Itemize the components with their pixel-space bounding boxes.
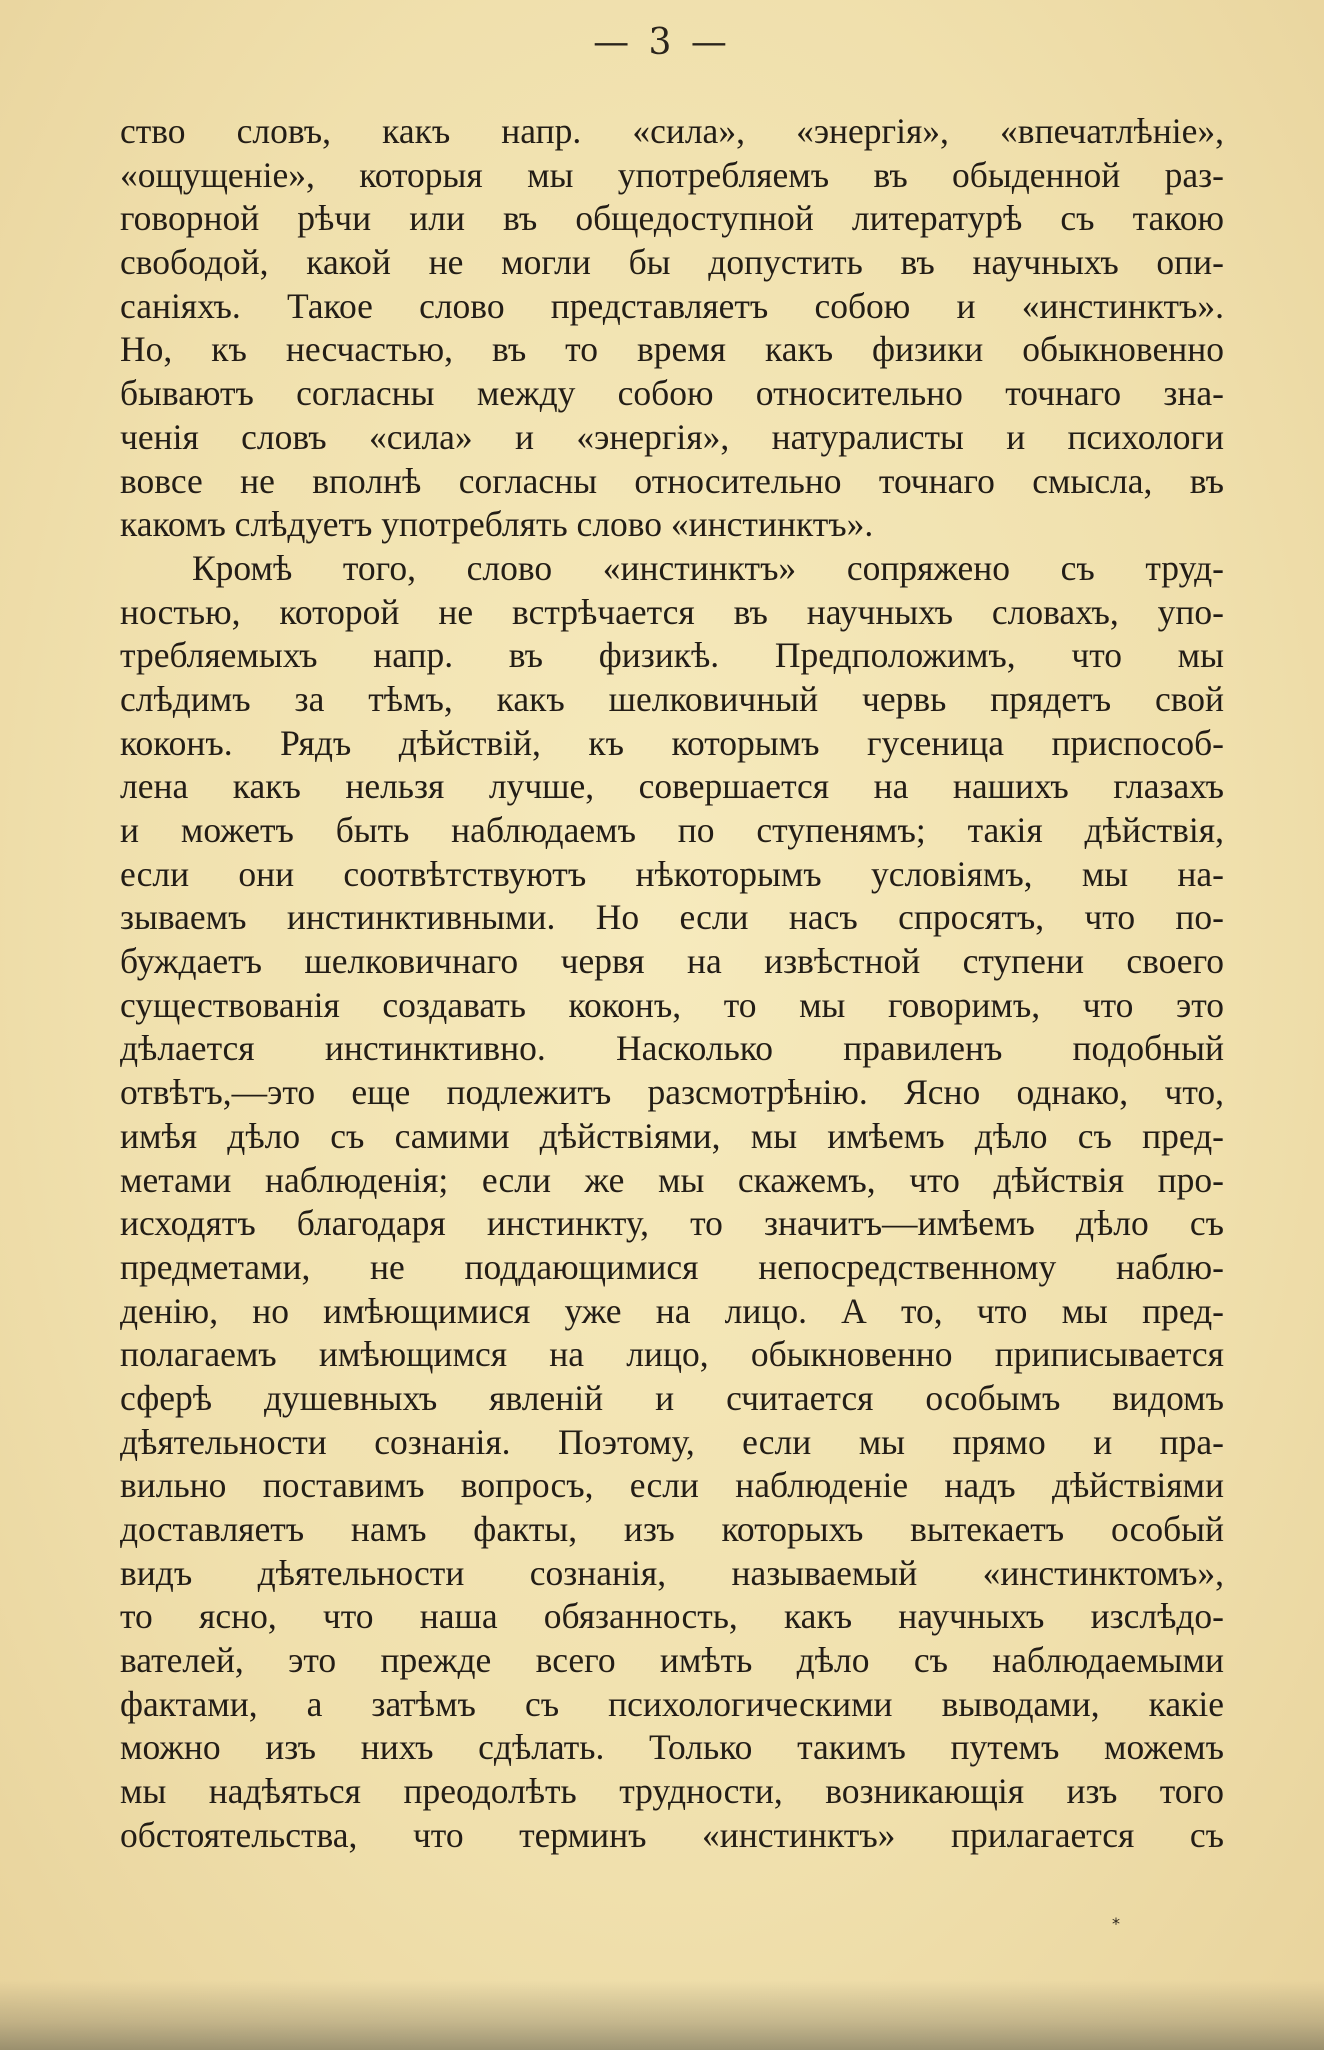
text-line: полагаемъ имѣющимся на лицо, обыкновенно приписывается — [120, 1334, 1224, 1375]
page-edge-shadow — [0, 1980, 1324, 2050]
signature-mark: * — [1112, 1914, 1120, 1933]
text-line: коконъ. Рядъ дѣйствій, къ которымъ гусеница приспособ- — [120, 722, 1224, 763]
text-line: существованія создавать коконъ, то мы говоримъ, что это — [120, 984, 1224, 1025]
text-line: говорной рѣчи или въ общедоступной литературѣ съ такою — [120, 198, 1224, 239]
text-line: буждаетъ шелковичнаго червя на извѣстной ступени своего — [120, 941, 1224, 982]
text-line: саніяхъ. Такое слово представляетъ собою и «инстинктъ». — [120, 285, 1224, 326]
text-line: лена какъ нельзя лучше, совершается на нашихъ глазахъ — [120, 766, 1224, 807]
paragraph-start-line: Кромѣ того, слово «инстинктъ» сопряжено съ труд- — [192, 547, 1224, 588]
text-line: отвѣтъ,—это еще подлежитъ разсмотрѣнію. Ясно однако, что, — [120, 1072, 1224, 1113]
text-line: требляемыхъ напр. въ физикѣ. Предположимъ, что мы — [120, 635, 1224, 676]
text-line: ностью, которой не встрѣчается въ научныхъ словахъ, упо- — [120, 591, 1224, 632]
text-line: какомъ слѣдуетъ употреблять слово «инстинктъ». — [120, 504, 874, 545]
text-line: Но, къ несчастью, въ то время какъ физики обыкновенно — [120, 329, 1224, 370]
text-line: зываемъ инстинктивными. Но если насъ спросятъ, что по- — [120, 897, 1224, 938]
text-line: исходятъ благодаря инстинкту, то значитъ—имѣемъ дѣло съ — [120, 1203, 1224, 1244]
text-line: обстоятельства, что терминъ «инстинктъ» прилагается съ — [120, 1814, 1224, 1855]
text-line: ченія словъ «сила» и «энергія», натуралисты и психологи — [120, 416, 1224, 457]
text-line: фактами, а затѣмъ съ психологическими выводами, какіе — [120, 1683, 1224, 1724]
text-line: вателей, это прежде всего имѣть дѣло съ наблюдаемыми — [120, 1640, 1224, 1681]
text-line: слѣдимъ за тѣмъ, какъ шелковичный червь прядетъ свой — [120, 678, 1224, 719]
text-line: метами наблюденія; если же мы скажемъ, что дѣйствія про- — [120, 1159, 1224, 1200]
text-line: вильно поставимъ вопросъ, если наблюденіе надъ дѣйствіями — [120, 1465, 1224, 1506]
text-line: дѣлается инстинктивно. Насколько правиленъ подобный — [120, 1028, 1224, 1069]
text-line: и можетъ быть наблюдаемъ по ступенямъ; такія дѣйствія, — [120, 810, 1224, 850]
text-line: денію, но имѣющимися уже на лицо. А то, что мы пред- — [120, 1290, 1224, 1331]
page-number: — 3 — — [593, 22, 731, 63]
text-line: если они соотвѣтствуютъ нѣкоторымъ условіямъ, мы на- — [120, 853, 1224, 894]
text-line: бываютъ согласны между собою относительно точнаго зна- — [120, 373, 1224, 414]
text-line: вовсе не вполнѣ согласны относительно точнаго смысла, въ — [120, 460, 1224, 501]
text-line: дѣятельности сознанія. Поэтому, если мы прямо и пра- — [120, 1421, 1224, 1462]
text-line: сферѣ душевныхъ явленій и считается особымъ видомъ — [120, 1377, 1224, 1418]
body-text — [120, 110, 1224, 1858]
text-line: доставляетъ намъ факты, изъ которыхъ вытекаетъ особый — [120, 1509, 1224, 1549]
text-line: имѣя дѣло съ самими дѣйствіями, мы имѣемъ дѣло съ пред- — [120, 1115, 1224, 1156]
text-line: можно изъ нихъ сдѣлать. Только такимъ путемъ можемъ — [120, 1727, 1224, 1768]
text-line: свободой, какой не могли бы допустить въ научныхъ опи- — [120, 242, 1224, 283]
text-line: то ясно, что наша обязанность, какъ научныхъ изслѣдо- — [120, 1596, 1224, 1637]
text-line: мы надѣяться преодолѣть трудности, возникающія изъ того — [120, 1771, 1224, 1812]
text-line: предметами, не поддающимися непосредственному наблю- — [120, 1246, 1224, 1287]
text-line: «ощущеніе», которыя мы употребляемъ въ обыденной раз- — [120, 154, 1224, 195]
text-line: ство словъ, какъ напр. «сила», «энергія», «впечатлѣніе», — [120, 111, 1224, 151]
text-line: видъ дѣятельности сознанія, называемый «инстинктомъ», — [120, 1552, 1224, 1593]
